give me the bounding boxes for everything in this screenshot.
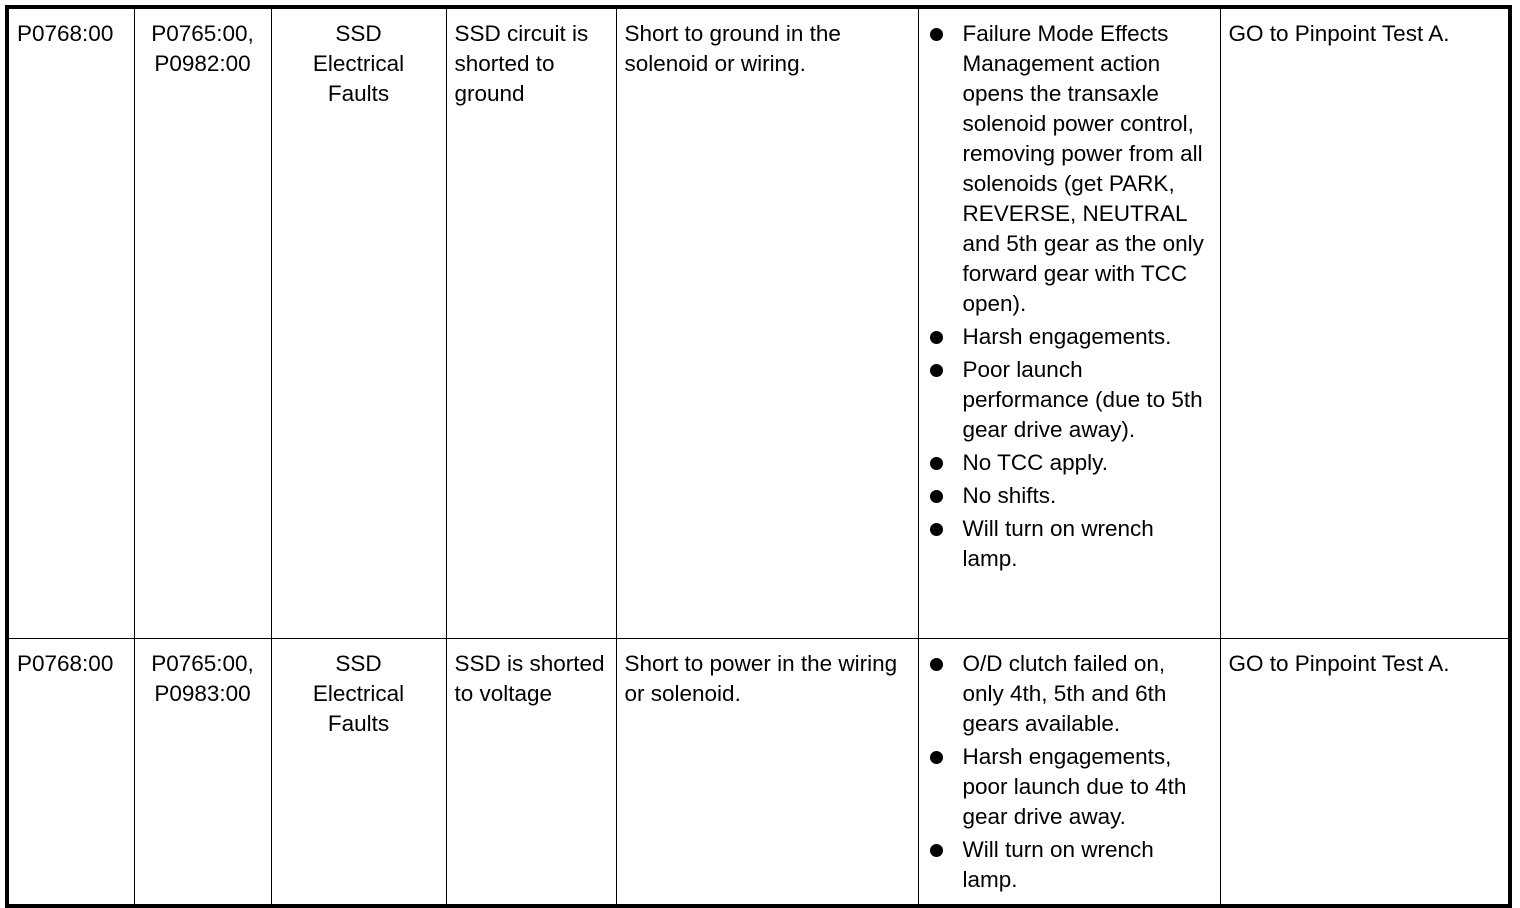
- related-dtc: P0765:00,: [151, 650, 254, 676]
- symptom-text: Will turn on wrench lamp.: [962, 516, 1154, 571]
- related-dtc: P0765:00,: [151, 21, 254, 46]
- fault-type-cell: [271, 7, 446, 638]
- related-dtcs-cell: [134, 638, 271, 906]
- dtc-code: P0768:00: [17, 21, 114, 46]
- symptom-text: Harsh engagements, poor launch due to 4th gear drive away.: [962, 743, 1187, 829]
- related-dtc: P0983:00: [154, 680, 251, 706]
- action-cell: [1220, 638, 1510, 906]
- bullet-icon: [930, 658, 943, 671]
- bullet-icon: [930, 490, 943, 503]
- bullet-icon: [930, 364, 943, 377]
- bullet-icon: [930, 457, 943, 470]
- possible-cause-text: Short to power in the wiring or solenoid.: [624, 650, 898, 706]
- action-text: GO to Pinpoint Test A.: [1228, 650, 1450, 676]
- possible-cause-text: Short to ground in the solenoid or wiring.: [624, 21, 841, 76]
- symptom-text: Will turn on wrench lamp.: [962, 836, 1154, 892]
- fault-type-line: Electrical: [312, 680, 405, 706]
- condition-text: SSD is shorted to voltage: [454, 650, 605, 706]
- symptoms-cell: [918, 638, 1220, 906]
- symptom-list: [927, 649, 1212, 895]
- symptom-text: Failure Mode Effects Management action opens the transaxle solenoid power control, removing power from all solenoids (get PARK, REVERSE, NEUTRAL and 5th gear as the only forward gear with TCC open).: [962, 21, 1204, 316]
- symptom-item: [927, 355, 1212, 445]
- condition-cell: [446, 638, 616, 906]
- fault-type-cell: [271, 638, 446, 906]
- dtc-code: P0768:00: [17, 650, 114, 676]
- fault-type-line: Electrical: [312, 51, 405, 76]
- symptom-text: Harsh engagements.: [962, 324, 1172, 349]
- table-row: [7, 7, 1510, 638]
- dtc-table: [5, 5, 1512, 908]
- fault-type-line: SSD: [335, 650, 382, 676]
- bullet-icon: [930, 331, 943, 344]
- bullet-icon: [930, 751, 943, 764]
- table-row: [7, 638, 1510, 906]
- bullet-icon: [930, 28, 943, 41]
- symptom-list: [927, 19, 1212, 574]
- symptom-item: [927, 649, 1212, 739]
- related-dtc: P0982:00: [154, 51, 251, 76]
- symptom-item: [927, 742, 1212, 832]
- symptom-item: [927, 835, 1212, 895]
- fault-type-line: SSD: [335, 21, 382, 46]
- symptom-item: [927, 514, 1212, 574]
- symptom-item: [927, 481, 1212, 511]
- symptom-text: O/D clutch failed on, only 4th, 5th and 6th gears available.: [962, 650, 1167, 736]
- symptom-item: [927, 448, 1212, 478]
- action-cell: [1220, 7, 1510, 638]
- possible-cause-cell: [616, 638, 918, 906]
- symptoms-cell: [918, 7, 1220, 638]
- symptom-text: Poor launch performance (due to 5th gear drive away).: [962, 357, 1203, 442]
- action-text: GO to Pinpoint Test A.: [1228, 21, 1450, 46]
- condition-cell: [446, 7, 616, 638]
- bullet-icon: [930, 523, 943, 536]
- symptom-item: [927, 322, 1212, 352]
- fault-type-line: Faults: [327, 710, 390, 736]
- possible-cause-cell: [616, 7, 918, 638]
- fault-type-line: Faults: [327, 81, 390, 106]
- bullet-icon: [930, 844, 943, 857]
- related-dtcs-cell: [134, 7, 271, 638]
- symptom-item: [927, 19, 1212, 319]
- dtc-cell: [7, 7, 134, 638]
- symptom-text: No TCC apply.: [962, 450, 1108, 475]
- condition-text: SSD circuit is shorted to ground: [454, 21, 589, 106]
- dtc-cell: [7, 638, 134, 906]
- symptom-text: No shifts.: [962, 483, 1057, 508]
